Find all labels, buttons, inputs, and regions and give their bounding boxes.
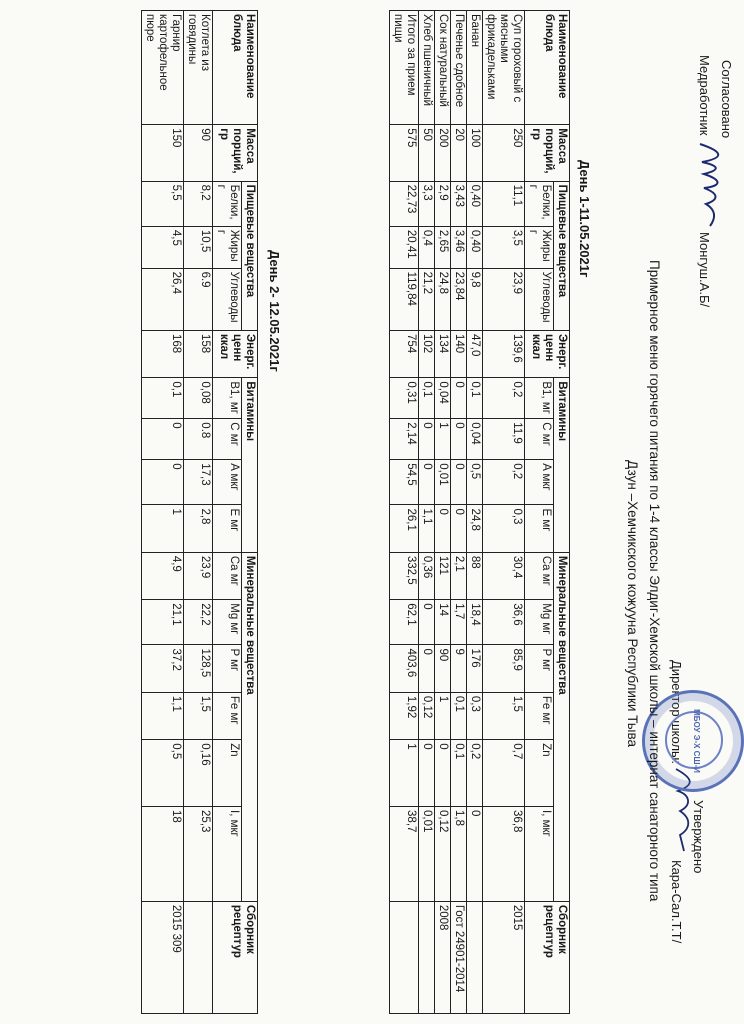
col-a: A мкг — [525, 460, 554, 505]
day2-header-row — [242, 11, 258, 1014]
cell-mg: 1,7 — [451, 600, 467, 645]
col-mg: Mg мг — [213, 600, 242, 645]
cell-prot: 3,3 — [419, 181, 435, 226]
day1-table — [389, 10, 570, 1014]
title-line1: Примерное меню горячего питания по 1-4 классы Элдиг-Хемской школы – интернат санаторного типа — [647, 260, 662, 902]
approved-label: Утверждено — [691, 800, 706, 874]
cell-fat: 3,46 — [451, 226, 467, 268]
cell-mass: 100 — [467, 125, 483, 181]
col-zn: Zn — [525, 740, 554, 807]
cell-e: 0 — [435, 505, 451, 552]
school-stamp: МБОУ Э-Х СШ-И — [642, 690, 744, 792]
cell-fe: 1 — [435, 692, 451, 739]
cell-rec — [390, 901, 419, 1013]
cell-carb: 119,84 — [390, 268, 419, 330]
table-row — [451, 11, 467, 1014]
col-recipe-header: Сборник рецептур — [213, 901, 258, 1013]
col-b1: B1, мг — [213, 378, 242, 419]
cell-carb: 23,84 — [451, 268, 467, 330]
cell-e: 1,1 — [419, 505, 435, 552]
cell-name: Гарнир картофельное пюре — [142, 11, 184, 125]
cell-fe: 1,5 — [184, 692, 213, 739]
col-carb: Углеводы — [525, 268, 554, 330]
cell-a: 17,3 — [184, 460, 213, 505]
cell-fe: 1,1 — [142, 692, 184, 739]
col-fat: Жиры г — [525, 226, 554, 268]
col-prot: Белки, г — [525, 181, 554, 226]
table-row — [390, 11, 419, 1014]
cell-p: 0 — [419, 645, 435, 692]
col-vitamins-header: Витамины — [242, 378, 258, 552]
cell-fat: 10,5 — [184, 226, 213, 268]
medic-name: Монгуш.А.Б/ — [697, 232, 712, 308]
cell-mass: 20 — [451, 125, 467, 181]
title-line2: Дзун –Хемчикского кожууна Республики Тыва — [625, 460, 640, 748]
col-energy-header: Энерг. ценн ккал — [525, 330, 570, 377]
cell-a: 0,01 — [435, 460, 451, 505]
cell-carb: 24,8 — [435, 268, 451, 330]
cell-p: 403,6 — [390, 645, 419, 692]
day1-header-row — [554, 11, 570, 1014]
cell-fe: 0,12 — [419, 692, 435, 739]
cell-rec: 2015 309 — [142, 901, 184, 1013]
cell-c: 0 — [451, 419, 467, 460]
cell-zn: 1 — [390, 740, 419, 807]
cell-rec — [467, 901, 483, 1013]
cell-mg: 62,1 — [390, 600, 419, 645]
cell-c: 1 — [435, 419, 451, 460]
cell-fat: 3,5 — [483, 226, 525, 268]
col-nutrients-header: Пищевые вещества — [554, 181, 570, 330]
col-zn: Zn — [213, 740, 242, 807]
cell-fat: 0,40 — [467, 226, 483, 268]
cell-mass: 575 — [390, 125, 419, 181]
col-name-header: Наименование блюда — [213, 11, 258, 125]
cell-ca: 332,5 — [390, 552, 419, 599]
cell-name: Суп гороховый с мясными фрикадельками — [483, 11, 525, 125]
col-p: P мг — [525, 645, 554, 692]
cell-mg: 36,6 — [483, 600, 525, 645]
cell-zn: 0 — [419, 740, 435, 807]
cell-carb: 21,2 — [419, 268, 435, 330]
cell-a: 0 — [142, 460, 184, 505]
cell-ca: 0,36 — [419, 552, 435, 599]
col-mass-header: Масса порций, гр — [213, 125, 258, 181]
cell-zn: 0,1 — [451, 740, 467, 807]
cell-fat: 2,65 — [435, 226, 451, 268]
cell-p: 128,5 — [184, 645, 213, 692]
medic-label: Медработник — [697, 55, 712, 136]
cell-c: 0,04 — [467, 419, 483, 460]
col-fe: Fe мг — [525, 692, 554, 739]
cell-ca: 2,1 — [451, 552, 467, 599]
cell-prot: 2,9 — [435, 181, 451, 226]
cell-energy: 754 — [390, 330, 419, 377]
cell-c: 2,14 — [390, 419, 419, 460]
col-ca: Ca мг — [213, 552, 242, 599]
cell-carb: 23,9 — [483, 268, 525, 330]
cell-mg: 21,1 — [142, 600, 184, 645]
cell-fat: 0,4 — [419, 226, 435, 268]
cell-zn: 0 — [435, 740, 451, 807]
col-vitamins-header: Витамины — [554, 378, 570, 552]
cell-energy: 139,6 — [483, 330, 525, 377]
cell-mass: 200 — [435, 125, 451, 181]
cell-energy: 168 — [142, 330, 184, 377]
cell-mass: 90 — [184, 125, 213, 181]
cell-ca: 30,4 — [483, 552, 525, 599]
col-e: E мг — [525, 505, 554, 552]
cell-rec — [419, 901, 435, 1013]
cell-b1: 0,08 — [184, 378, 213, 419]
director-label: Директор школы: — [669, 660, 684, 764]
cell-name: Сок натуральный — [435, 11, 451, 125]
cell-prot: 22,73 — [390, 181, 419, 226]
cell-i: 1,8 — [451, 807, 467, 902]
col-prot: Белки, г — [213, 181, 242, 226]
cell-name: Котлета из говядины — [184, 11, 213, 125]
col-e: E мг — [213, 505, 242, 552]
cell-rec: 2015 — [483, 901, 525, 1013]
cell-rec: 2008 — [435, 901, 451, 1013]
cell-a: 0,2 — [483, 460, 525, 505]
col-minerals-header: Минеральные вещества — [242, 552, 258, 901]
table-row — [467, 11, 483, 1014]
cell-e: 0,3 — [483, 505, 525, 552]
cell-fe: 1,92 — [390, 692, 419, 739]
cell-zn: 0,7 — [483, 740, 525, 807]
cell-mg: 0 — [419, 600, 435, 645]
cell-i: 36,8 — [483, 807, 525, 902]
cell-mg: 14 — [435, 600, 451, 645]
day2-title: День 2- 12.05.2021г — [267, 250, 282, 372]
cell-ca: 88 — [467, 552, 483, 599]
cell-a: 0,5 — [467, 460, 483, 505]
cell-energy: 134 — [435, 330, 451, 377]
day2-table — [141, 10, 258, 1014]
cell-energy: 158 — [184, 330, 213, 377]
table-row — [483, 11, 525, 1014]
cell-p: 37,2 — [142, 645, 184, 692]
cell-zn: 0,2 — [467, 740, 483, 807]
cell-i: 0,12 — [435, 807, 451, 902]
medic-signature — [690, 140, 730, 230]
cell-i: 18 — [142, 807, 184, 902]
cell-fat: 4,5 — [142, 226, 184, 268]
cell-carb: 6.9 — [184, 268, 213, 330]
cell-ca: 23,9 — [184, 552, 213, 599]
col-carb: Углеводы — [213, 268, 242, 330]
cell-name: Печенье сдобное — [451, 11, 467, 125]
cell-p: 9 — [451, 645, 467, 692]
cell-carb: 26,4 — [142, 268, 184, 330]
cell-b1: 0,1 — [419, 378, 435, 419]
cell-c: 0 — [419, 419, 435, 460]
cell-rec: Гост 24901-2014 — [451, 901, 467, 1013]
cell-e: 24,8 — [467, 505, 483, 552]
cell-zn: 0,16 — [184, 740, 213, 807]
cell-c: 11,9 — [483, 419, 525, 460]
cell-i: 0 — [467, 807, 483, 902]
col-a: A мкг — [213, 460, 242, 505]
col-fe: Fe мг — [213, 692, 242, 739]
cell-mg: 22,2 — [184, 600, 213, 645]
cell-a: 54,5 — [390, 460, 419, 505]
cell-ca: 121 — [435, 552, 451, 599]
col-minerals-header: Минеральные вещества — [554, 552, 570, 901]
col-b1: B1, мг — [525, 378, 554, 419]
cell-carb: 9,8 — [467, 268, 483, 330]
table-row — [419, 11, 435, 1014]
cell-name: Хлеб пшеничный — [419, 11, 435, 125]
col-ca: Ca мг — [525, 552, 554, 599]
cell-energy: 140 — [451, 330, 467, 377]
col-mg: Mg мг — [525, 600, 554, 645]
cell-b1: 0,1 — [467, 378, 483, 419]
cell-b1: 0 — [451, 378, 467, 419]
cell-ca: 4,9 — [142, 552, 184, 599]
cell-p: 90 — [435, 645, 451, 692]
cell-a: 0 — [451, 460, 467, 505]
cell-e: 2,8 — [184, 505, 213, 552]
cell-mg: 18,4 — [467, 600, 483, 645]
cell-energy: 102 — [419, 330, 435, 377]
col-energy-header: Энерг. ценн ккал — [213, 330, 258, 377]
cell-prot: 11,1 — [483, 181, 525, 226]
cell-mass: 250 — [483, 125, 525, 181]
cell-a: 0 — [419, 460, 435, 505]
cell-fe: 0,1 — [451, 692, 467, 739]
cell-b1: 0,04 — [435, 378, 451, 419]
cell-prot: 8,2 — [184, 181, 213, 226]
cell-fe: 1,5 — [483, 692, 525, 739]
col-nutrients-header: Пищевые вещества — [242, 181, 258, 330]
cell-rec — [184, 901, 213, 1013]
col-i: I, мкг — [525, 807, 554, 902]
cell-c: 0 — [142, 419, 184, 460]
col-c: C мг — [525, 419, 554, 460]
cell-i: 25,3 — [184, 807, 213, 902]
col-p: P мг — [213, 645, 242, 692]
col-i: I, мкг — [213, 807, 242, 902]
col-name-header: Наименование блюда — [525, 11, 570, 125]
cell-mass: 150 — [142, 125, 184, 181]
agreed-label: Согласовано — [719, 60, 734, 139]
cell-energy: 47,0 — [467, 330, 483, 377]
cell-name: Банан — [467, 11, 483, 125]
director-name: Кара-Сал.Т.Т/ — [669, 860, 684, 944]
table-row — [142, 11, 184, 1014]
table-row — [435, 11, 451, 1014]
cell-b1: 0,31 — [390, 378, 419, 419]
cell-fe: 0,3 — [467, 692, 483, 739]
cell-e: 26,1 — [390, 505, 419, 552]
cell-p: 176 — [467, 645, 483, 692]
col-c: C мг — [213, 419, 242, 460]
day1-title: День 1-11.05.2021г — [577, 160, 592, 278]
table-row — [184, 11, 213, 1014]
cell-prot: 0,40 — [467, 181, 483, 226]
cell-fat: 20,41 — [390, 226, 419, 268]
col-mass-header: Масса порций, гр — [525, 125, 570, 181]
cell-prot: 3,43 — [451, 181, 467, 226]
cell-i: 0,01 — [419, 807, 435, 902]
cell-i: 38,7 — [390, 807, 419, 902]
cell-prot: 5,5 — [142, 181, 184, 226]
cell-name: Итого за прием пищи — [390, 11, 419, 125]
cell-mass: 50 — [419, 125, 435, 181]
cell-e: 0 — [451, 505, 467, 552]
cell-zn: 0,5 — [142, 740, 184, 807]
cell-c: 0.8 — [184, 419, 213, 460]
cell-b1: 0,2 — [483, 378, 525, 419]
cell-b1: 0,1 — [142, 378, 184, 419]
cell-e: 1 — [142, 505, 184, 552]
cell-p: 85,9 — [483, 645, 525, 692]
col-fat: Жиры г — [213, 226, 242, 268]
col-recipe-header: Сборник рецептур — [525, 901, 570, 1013]
